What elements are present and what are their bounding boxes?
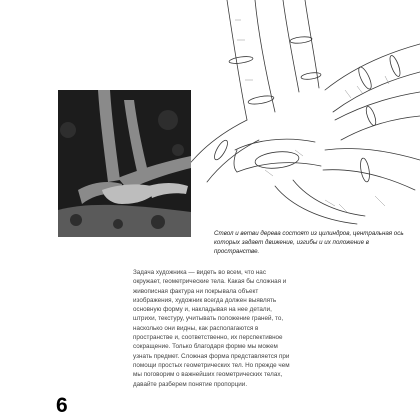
figure-caption: Ствол и ветви дерева состоят из цилиндров, центральная ось которых задает движение, изгибы и их положение в пространстве.: [214, 230, 404, 255]
body-paragraph: Задача художника — видеть во всем, что нас окружает, геометрические тела. Какая бы сложная и живописная фактура ни покрывала объект изображения, художник всегда должен выявлять основную форму и, накладывая на нее детали, штрихи, текстуру, учитывать положение граней, то, насколько они видны, как располагаются в пространстве и, соответственно, их перспективное сокращение. Только благодаря форме мы можем узнать предмет. Сложная форма представляется при помощи простых геометрических тел. Но прежде чем мы поговорим о важнейших геометрических телах, давайте разберем понятие пропорции.: [133, 269, 290, 388]
tree-photograph: [58, 90, 191, 237]
tree-branches-sketch: [175, 0, 420, 225]
page-number: 6: [56, 394, 68, 417]
